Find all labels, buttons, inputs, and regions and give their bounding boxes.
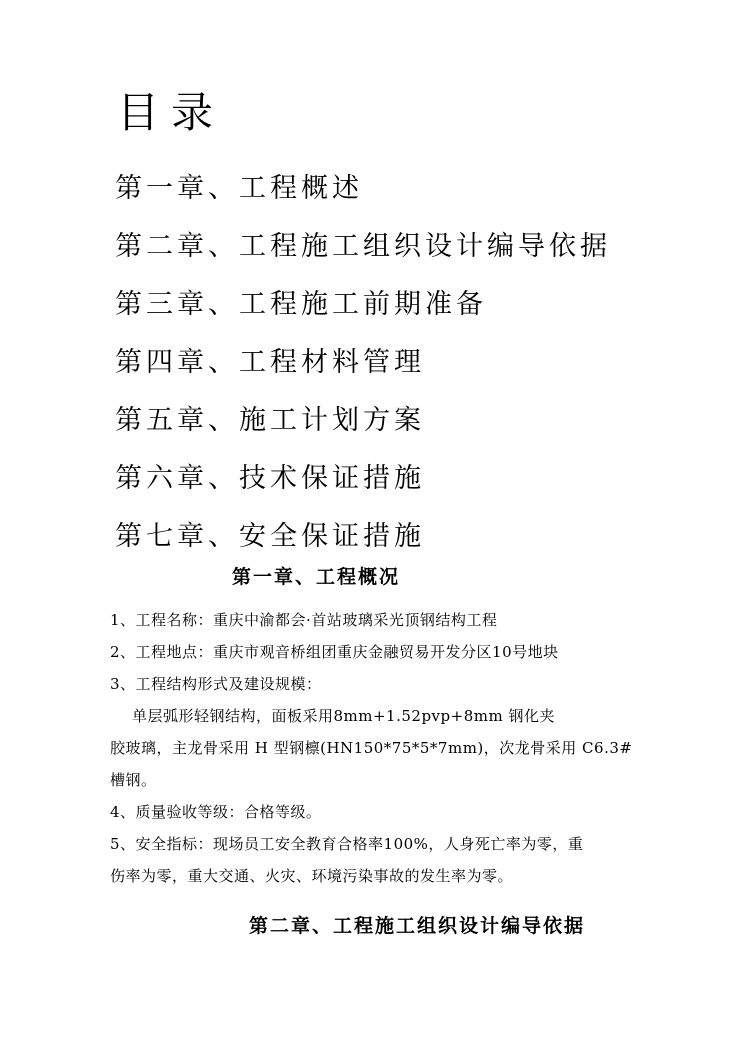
project-name-line: 1、工程名称：重庆中渝都会·首站玻璃采光顶钢结构工程 bbox=[110, 611, 498, 629]
project-location-line: 2、工程地点：重庆市观音桥组团重庆金融贸易开发分区10号地块 bbox=[110, 643, 559, 661]
toc-item-chapter-1: 第一章、工程概述 bbox=[115, 173, 363, 204]
toc-item-chapter-5: 第五章、施工计划方案 bbox=[115, 405, 425, 436]
structure-desc-line-2: 胶玻璃，主龙骨采用 H 型钢檩(HN150*75*5*7mm)，次龙骨采用 C6.3# bbox=[110, 739, 633, 757]
safety-index-line-1: 5、安全指标：现场员工安全教育合格率100%，人身死亡率为零，重 bbox=[110, 835, 584, 853]
toc-list bbox=[115, 175, 611, 581]
toc-item-chapter-4: 第四章、工程材料管理 bbox=[115, 347, 425, 378]
structure-desc-line-3: 槽钢。 bbox=[110, 771, 157, 789]
structure-form-line: 3、工程结构形式及建设规模： bbox=[110, 675, 322, 693]
quality-level-line: 4、质量验收等级：合格等级。 bbox=[110, 803, 322, 821]
toc-item-chapter-3: 第三章、工程施工前期准备 bbox=[115, 289, 487, 320]
toc-title: 目录 bbox=[117, 88, 226, 137]
toc-item-chapter-7: 第七章、安全保证措施 bbox=[115, 521, 425, 552]
chapter-1-heading: 第一章、工程概况 bbox=[232, 566, 401, 588]
toc-item-chapter-6: 第六章、技术保证措施 bbox=[115, 463, 425, 494]
safety-index-line-2: 伤率为零，重大交通、火灾、环境污染事故的发生率为零。 bbox=[110, 867, 514, 885]
toc-item-chapter-2: 第二章、工程施工组织设计编导依据 bbox=[115, 231, 611, 262]
chapter-2-heading: 第二章、工程施工组织设计编导依据 bbox=[249, 915, 586, 937]
chapter-1-body bbox=[110, 604, 640, 892]
structure-desc-line-1: 单层弧形轻钢结构，面板采用8mm+1.52pvp+8mm 钢化夹 bbox=[132, 707, 555, 725]
